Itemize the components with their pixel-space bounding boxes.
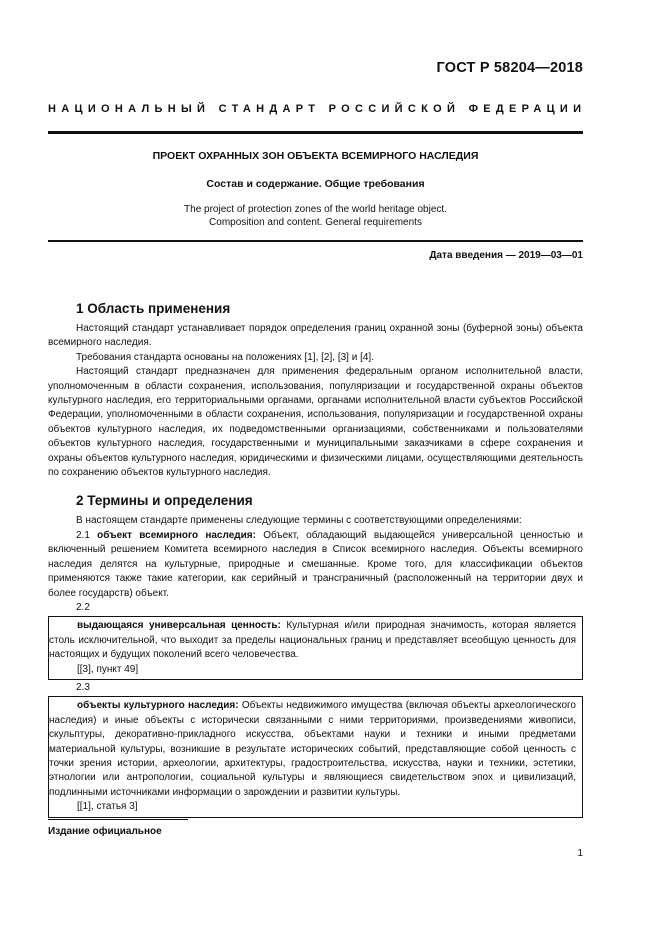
section-2-intro: В настоящем стандарте применены следующие термины с соответствующими определениями:: [76, 515, 522, 527]
term-2-3-reference: [[1], статья 3]: [77, 801, 138, 813]
section-2-heading: 2 Термины и определения: [76, 493, 253, 509]
official-edition-label: Издание официальное: [48, 826, 162, 837]
english-title-line1: The project of protection zones of the world heritage object.: [184, 204, 447, 215]
term-2-1-number: 2.1: [76, 529, 90, 541]
term-2-3-term: объекты культурного наследия:: [77, 700, 239, 712]
section-1-paragraph-1: Настоящий стандарт устанавливает порядок определения границ охранной зоны (буферной зоны) объекта всемирного наследия.: [48, 323, 583, 349]
term-2-1: [48, 529, 583, 601]
section-1-paragraph-2: Требования стандарта основаны на положениях [1], [2], [3] и [4].: [76, 351, 374, 363]
title-rule: [48, 240, 583, 242]
section-1-paragraph-3: Настоящий стандарт предназначен для применения федеральным органом исполнительной власти, уполномоченным в области сохранения, использования, популяризации и государственной охраны объектов культурного наследия, его территориальными органами, органами исполнительной власти субъектов Российской Федерации, уполномоченными в области сохранения, использования, популяризации и государственной охраны объектов культурного наследия, их подведомственными организациями, собственниками и пользователями объектов культурного наследия, государственными и муниципальными заказчиками в сфере сохранения и охраны объектов культурного наследия, юридическими и физическими лицами, осуществляющими деятельность по сохранению объектов культурного наследия.: [48, 366, 583, 479]
english-title-line2: Composition and content. General requirements: [209, 217, 422, 228]
document-body: [48, 300, 583, 819]
term-2-3-box: [48, 696, 583, 817]
term-2-1-definition: Объект, обладающий выдающейся универсальной ценностью и включенный решением Комитета всемирного наследия в Список всемирного наследия. Объекты всемирного наследия делятся на культурные, природные и смешанные. Кроме того, для классификации объектов применяются также такие категории, как серийный и трансграничный (расположенный на территории двух и более государств) объект.: [48, 529, 584, 599]
term-2-2-box: [48, 616, 583, 680]
term-2-2-term: выдающаяся универсальная ценность:: [77, 620, 281, 632]
document-title: ПРОЕКТ ОХРАННЫХ ЗОН ОБЪЕКТА ВСЕМИРНОГО НАСЛЕДИЯ: [152, 150, 479, 162]
term-2-1-term: объект всемирного наследия:: [97, 529, 256, 541]
section-gap: [48, 480, 583, 492]
document-subtitle: Состав и содержание. Общие требования: [206, 178, 425, 190]
introduction-date: Дата введения — 2019—03—01: [429, 250, 583, 261]
term-2-2-definition: Культурная и/или природная значимость, которая является столь исключительной, что выходит за пределы национальных границ и представляет всеобщую ценность для настоящих и будущих поколений всего человечества.: [49, 620, 576, 661]
term-2-2-reference: [[3], пункт 49]: [77, 663, 139, 675]
page-number: 1: [577, 848, 583, 859]
term-2-3-definition: Объекты недвижимого имущества (включая объекты археологического наследия) и иные объекты с исторически связанными с ними территориями, произведениями живописи, скульптуры, декоративно-прикладного искусства, объектами науки и техники и иными предметами материальной культуры, возникшие в результате исторических событий, представляющие собой ценность с точки зрения истории, археологии, архитектуры, градостроительства, искусства, науки и техники, эстетики, этнологии или антропологии, социальной культуры и являющиеся свидетельством эпох и цивилизаций, подлинными источниками информации о зарождении и развитии культуры.: [49, 700, 576, 798]
section-1-heading: 1 Область применения: [76, 301, 231, 316]
footer-rule: [48, 819, 188, 820]
english-title: [48, 203, 583, 229]
header-rule: [48, 131, 583, 134]
gost-identifier: ГОСТ Р 58204—2018: [436, 60, 583, 76]
national-standard-banner: НАЦИОНАЛЬНЫЙ СТАНДАРТ РОССИЙСКОЙ ФЕДЕРАЦИИ: [48, 103, 587, 115]
term-2-2-number: 2.2: [76, 601, 90, 613]
term-2-3-number: 2.3: [76, 681, 90, 693]
